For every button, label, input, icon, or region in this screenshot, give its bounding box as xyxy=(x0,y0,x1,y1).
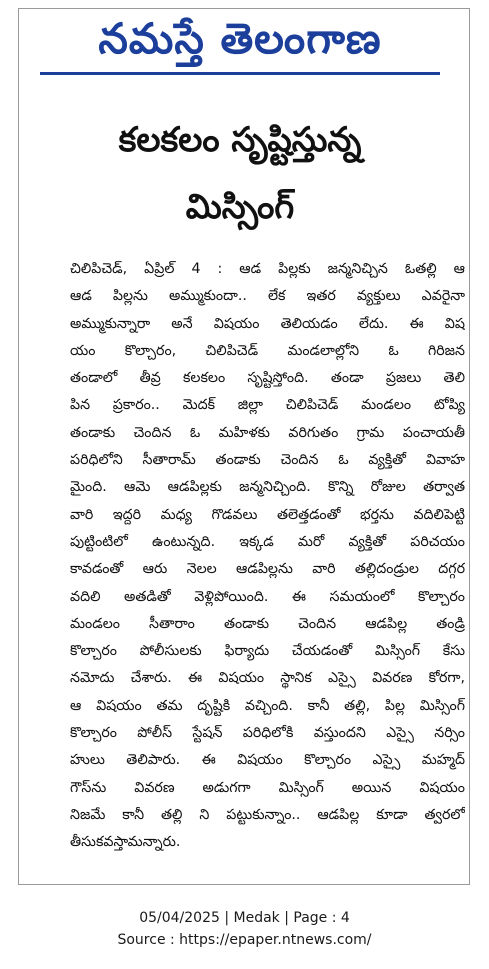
article-line: ఆడ పిల్లను అమ్ముకుందా.. లేక ఇతర వ్యక్తులు ఎవరైనా xyxy=(70,288,465,305)
article-line: ఆ విషయం తమ దృష్టికి వచ్చింది. కానీ తల్లి, పిల్ల మిస్సింగ్ xyxy=(70,697,465,714)
article-line: కావడంతో ఆరు నెలల ఆడపిల్లను వారి తల్లిదండ్రుల దగ్గర xyxy=(70,561,465,578)
newspaper-masthead: నమస్తే తెలంగాణ xyxy=(98,14,382,63)
article-line: మైంది. ఆమె ఆడపిల్లకు జన్మనిచ్చింది. కొన్ని రోజుల తర్వాత xyxy=(70,479,465,496)
article-line: నమోదు చేశారు. ఈ విషయం స్థానిక ఎస్సై వివరణ కోరగా, xyxy=(70,670,465,687)
article-line: కొల్చారం పోలీస్ స్టేషన్ పరిధిలోకి వస్తుందని ఎస్సై నర్సిం xyxy=(70,725,465,742)
article-line: హులు తెలిపారు. ఈ విషయం కొల్చారం ఎస్సై మహ్మద్ xyxy=(70,752,465,769)
edition-info: 05/04/2025 | Medak | Page : 4 xyxy=(139,910,350,926)
article-line: గౌస్‌ను వివరణ అడుగగా మిస్సింగ్ అయిన విషయం xyxy=(70,779,465,796)
article-body xyxy=(70,256,465,857)
article-line: వదిలి అతడితో వెళ్లిపోయింది. ఈ సమయంలో కొల్చారం xyxy=(70,588,465,605)
masthead-divider xyxy=(40,72,440,75)
article-line: పిన ప్రకారం.. మెదక్ జిల్లా చిలిపిచెడ్ మండలం టోప్యి xyxy=(70,397,465,414)
article-headline-line1: కలకలం సృష్టిస్తున్న xyxy=(118,120,362,160)
article-line: తండాకు చెందిన ఓ మహిళకు వరిగుతం గ్రామ పంచాయతీ xyxy=(70,424,465,441)
article-line: అమ్ముకున్నారా అనే విషయం తెలియడం లేదు. ఈ విష xyxy=(70,315,465,332)
article-line: వారి ఇద్దరి మధ్య గొడవలు తలెత్తడంతో భర్తను వదిలిపెట్టి xyxy=(70,506,465,523)
article-line: యం కొల్చారం, చిలిపిచెడ్ మండలాల్లోని ఓ గిరిజన xyxy=(70,342,465,359)
article-line: కొల్చారం పోలీసులకు ఫిర్యాదు చేయడంతో మిస్సింగ్ కేసు xyxy=(70,643,465,660)
article-line: మండలం సీతారాం తండాకు చెందిన ఆడపిల్ల తండ్రి xyxy=(70,615,465,632)
article-line: పరిధిలోని సీతారామ్ తండాకు చెందిన ఓ వ్యక్తితో వివాహ xyxy=(70,452,465,469)
article-headline-line2: మిస్సింగ్ xyxy=(185,187,295,227)
article-line: తీసుకవస్తామన్నారు. xyxy=(70,834,181,851)
article-line: నిజమే కానీ తల్లి ని పట్టుకున్నాం.. ఆడపిల్ల కూడా త్వరలో xyxy=(70,806,465,823)
article-line: పుట్టింటిలో ఉంటున్నది. ఇక్కడ మరో వ్యక్తితో పరిచయం xyxy=(70,533,465,550)
source-link[interactable]: Source : https://epaper.ntnews.com/ xyxy=(117,932,372,948)
article-line: చిలిపిచెడ్, ఏప్రిల్ 4 : ఆడ పిల్లకు జన్మనిచ్చిన ఓతల్లి ఆ xyxy=(70,261,465,277)
article-line: తండాలో తీవ్ర కలకలం సృష్టిస్తోంది. తండా ప్రజలు తెలి xyxy=(70,370,465,387)
